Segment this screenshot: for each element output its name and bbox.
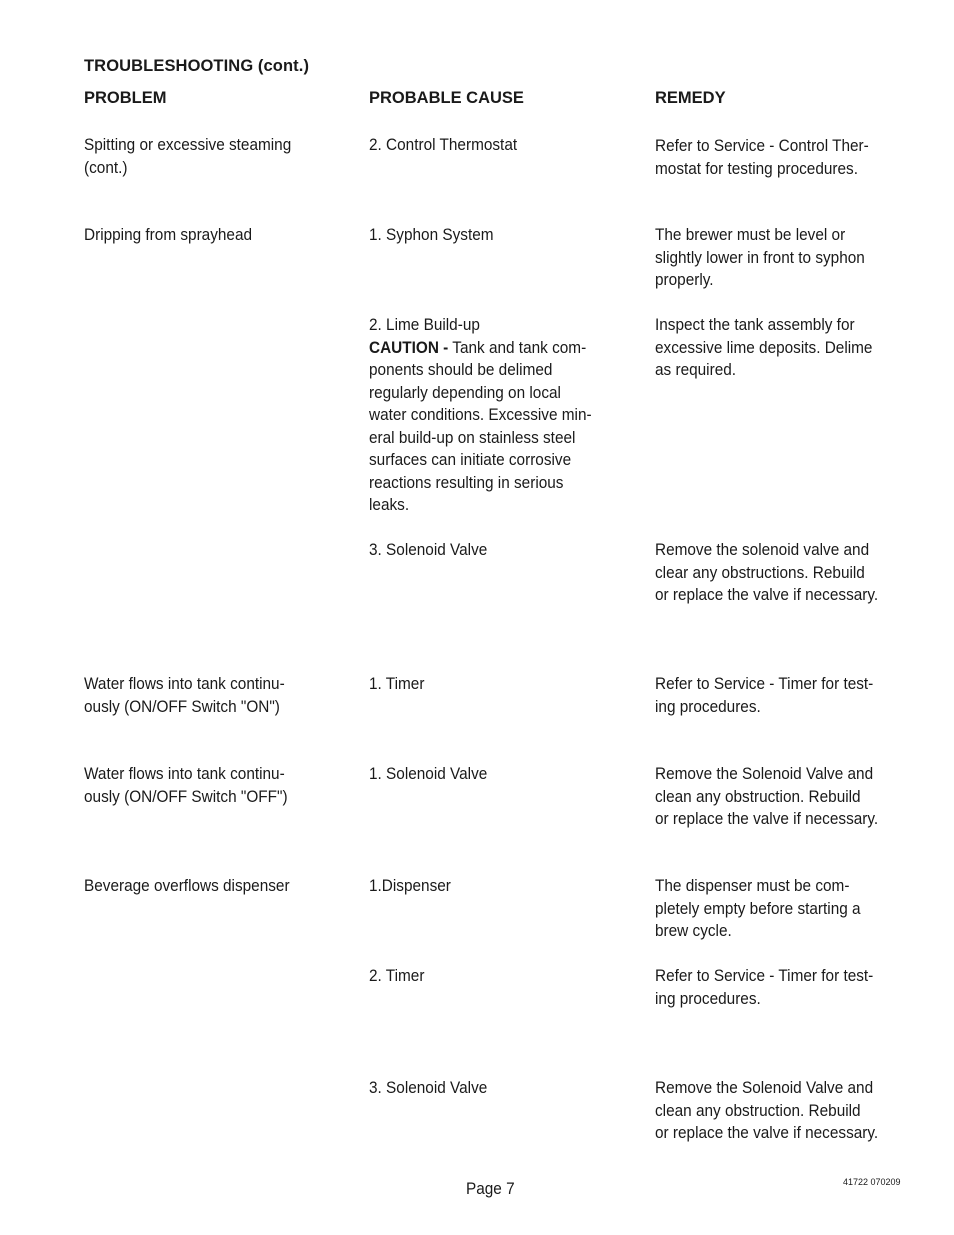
cause-label: 2. Lime Build-up: [369, 316, 480, 334]
row-problem: Spitting or excessive steaming (cont.): [84, 136, 292, 177]
row-problem: Beverage overflows dispenser: [84, 877, 290, 895]
row-problem: Water flows into tank continu- ously (ON/OFF Switch "OFF"): [84, 765, 288, 806]
row-probable-cause: 2. Control Thermostat: [369, 136, 518, 154]
row-remedy: Remove the Solenoid Valve and clean any obstruction. Rebuild or replace the valve if necessary.: [655, 1079, 879, 1142]
header-problem: PROBLEM: [84, 89, 167, 107]
caution-text: Tank and tank com- ponents should be delimed regularly depending on local water conditions. Excessive min- eral build-up on stainless steel surfaces can initiate corrosive reactions resulting in serious leaks.: [369, 338, 592, 514]
row-remedy: Refer to Service - Timer for test- ing procedures.: [655, 967, 874, 1008]
row-remedy: The brewer must be level or slightly lower in front to syphon properly.: [655, 226, 865, 289]
row-probable-cause: 1. Syphon System: [369, 226, 494, 244]
row-remedy: The dispenser must be com- pletely empty before starting a brew cycle.: [655, 877, 861, 940]
section-title: TROUBLESHOOTING (cont.): [84, 57, 310, 75]
row-probable-cause: 1.Dispenser: [369, 877, 451, 895]
row-remedy: Remove the Solenoid Valve and clean any obstruction. Rebuild or replace the valve if necessary.: [655, 765, 879, 828]
row-problem: Water flows into tank continu- ously (ON/OFF Switch "ON"): [84, 675, 285, 716]
row-probable-cause: 2. Timer: [369, 967, 425, 985]
row-remedy: Refer to Service - Timer for test- ing procedures.: [655, 675, 874, 716]
row-remedy: Remove the solenoid valve and clear any obstructions. Rebuild or replace the valve if necessary.: [655, 541, 879, 604]
document-code: 41722 070209: [843, 1177, 901, 1187]
row-probable-cause: 1. Timer: [369, 675, 425, 693]
row-problem: Dripping from sprayhead: [84, 226, 253, 244]
row-probable-cause: 1. Solenoid Valve: [369, 765, 488, 783]
header-probable-cause: PROBABLE CAUSE: [369, 89, 524, 107]
row-remedy: Refer to Service - Control Ther- mostat for testing procedures.: [655, 137, 869, 178]
row-remedy: Inspect the tank assembly for excessive lime deposits. Delime as required.: [655, 316, 873, 379]
caution-label: CAUTION -: [369, 338, 449, 357]
header-remedy: REMEDY: [655, 89, 726, 107]
page-number: Page 7: [466, 1180, 515, 1198]
row-probable-cause: 3. Solenoid Valve: [369, 541, 488, 559]
row-probable-cause: [369, 314, 602, 517]
row-probable-cause: 3. Solenoid Valve: [369, 1079, 488, 1097]
